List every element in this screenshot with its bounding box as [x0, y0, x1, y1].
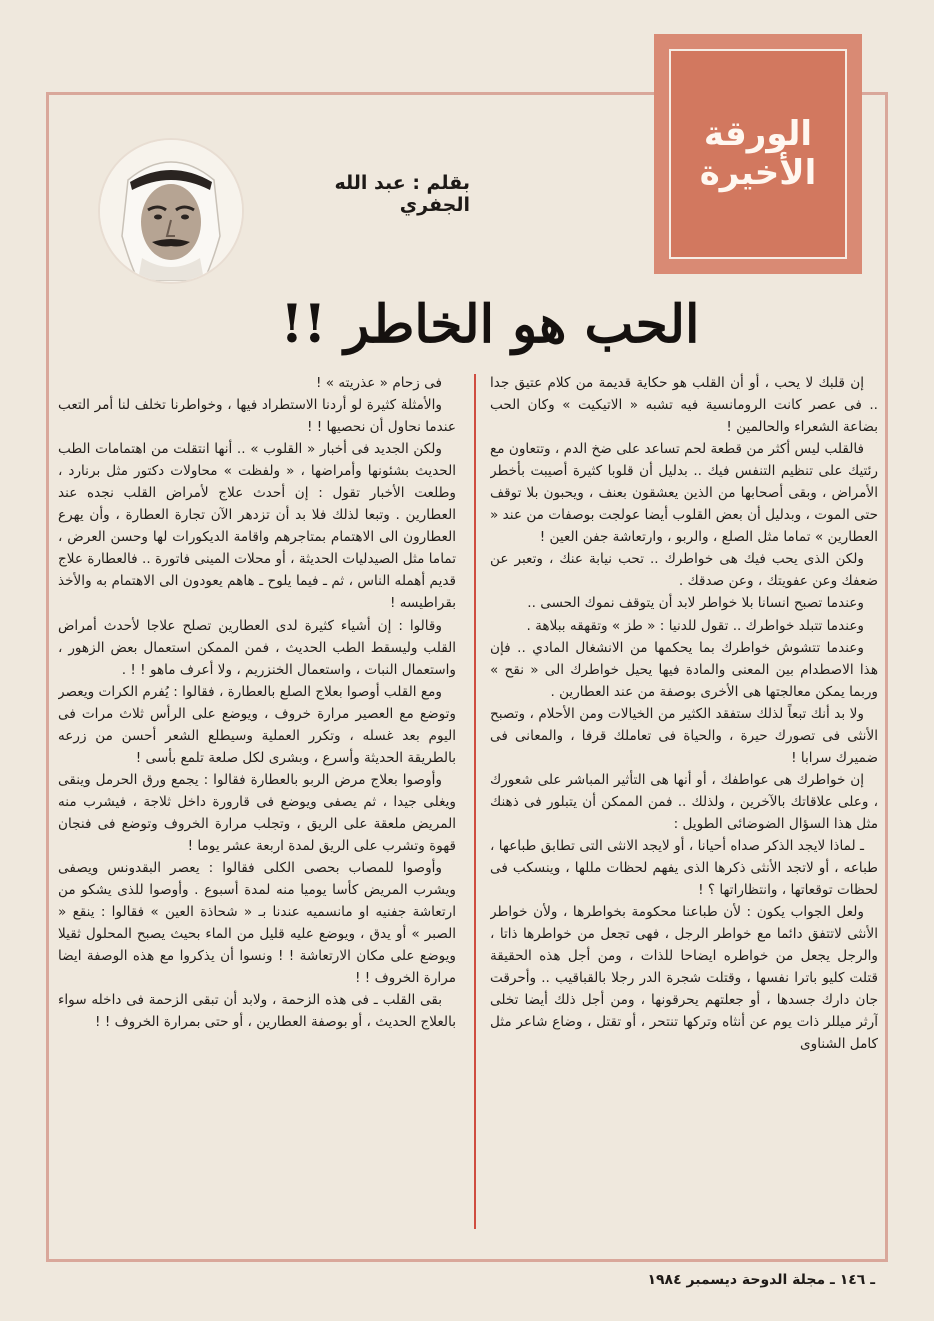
paragraph: إن خواطرك هى عواطفك ، أو أنها هى التأثير المباشر على شعورك ، وعلى علاقاتك بالآخرين ، ولذلك .. فمن الممكن أن يتبلور فى ذهنك مثل هذا السؤال الضوضائى الطويل : [490, 771, 878, 832]
paragraph: وعندما تصبح انسانا بلا خواطر لابد أن يتوقف نموك الحسى .. [527, 595, 864, 612]
article-title: الحب هو الخاطر !! [280, 294, 700, 355]
paragraph: ولعل الجواب يكون : لأن طباعنا محكومة بخواطرها ، ولأن خواطر الأنثى لاتتفق دائما مع خواطر الرجل ، فهى تجعل من خواطرها ذاتا ، والرجل يجعل من خواطره ايضاحا للذات ، ومن أجل هذه الحقيقة قتلت كليو باترا نفسها ، وقتلت شجرة الدر رجلا بالقباقيب .. وأحرقت جان دارك جسدها ، أو جعلتهم يحرقونها ، ومن أجل ذلك أيضا تخلى آرثر ميللر ذات يوم عن أنثاه وتركها تنتحر ، أو تقتل ، وضاع شاعر مثل كامل الشناوى [490, 904, 878, 1053]
paragraph: وعندما تتشوش خواطرك بما يحكمها من الانشغال المادي .. فإن هذا الاصطدام بين المعنى والمادة فيها يحيل خواطرك الى « نقح » وربما يمكن معالجتها هى الأخرى بوصفة من عند العطارين . [490, 639, 878, 700]
section-title-line2: الأخيرة [699, 153, 817, 193]
column-left [58, 372, 456, 1232]
section-title-line1: الورقة [703, 113, 813, 154]
paragraph: ولكن الذى يحب فيك هى خواطرك .. تحب نيابة عنك ، وتعبر عن ضعفك وعن عفويتك ، وعن صدقك . [490, 551, 878, 590]
column-right [490, 372, 878, 1232]
article-body [58, 372, 878, 1232]
author-byline: بقلم : عبد الله الجفري [334, 172, 470, 216]
paragraph: فالقلب ليس أكثر من قطعة لحم تساعد على ضخ الدم ، وتتعاون مع رئتيك على تنظيم التنفس فيك .. بدليل أن قلوبا كثيرة أصيبت بأخطر الأمراض ، وبقى أصحابها من الذين يعشقون بعنف ، ويحبون بلا توقف حتى الموت ، وبدليل أن بعض القلوب أيضا عولجت بوصفات من عند « العطارين » تماما مثل الصلع ، والربو ، وارتعاشة جفن العين ! [490, 441, 878, 546]
author-portrait-image [100, 140, 242, 282]
page-footer: ـ ١٤٦ ـ مجلة الدوحة ديسمبر ١٩٨٤ [647, 1272, 875, 1288]
section-badge [654, 34, 862, 274]
author-portrait [98, 138, 244, 284]
paragraph: ومع القلب أوصوا بعلاج الصلع بالعطارة ، فقالوا : يُفرم الكرات ويعصر وتوضع مع العصير مرارة خروف ، ويوضع على الرأس ثلاث مرات فى اليوم بعد غسله ، وتكرر العملية وسيطلع الشعر أحسن من زرعه بالطريقة الحديثة وأسرع ، وبشرى لكل صلعة تلمع بأسى ! [58, 683, 456, 766]
paragraph: وقالوا : إن أشياء كثيرة لدى العطارين تصلح علاجا لأحدث أمراض القلب وليسقط الطب الحديث ، فمن الممكن استعمال بعض الزهور ، واستعمال النبات ، واستعمال الخنزريم ، ولا أعرف ماهو ! ! . [58, 617, 456, 678]
paragraph: ولكن الجديد فى أخبار « القلوب » .. أنها انتقلت من اهتمامات الطب الحديث بشئونها وأمراضها ، « ولفظت » محاولات دكتور مثل برنارد ، وطلعت الأخبار تقول : إن أحدث علاج لأمراض القلب نجده عند العطارين . وتبعا لذلك فلا بد أن تزدهر الآن تجارة العطارة ، وأن يهرع العطارون الى الاهتمام بمتاجرهم واقامة الديكورات لها وحسن العرض ، تماما مثل الصيدليات الحديثة ، أو محلات المينى فاتورة .. فالعطارة علاج قديم أهمله الناس ، ثم ـ فيما يلوح ـ هاهم يعودون الى الاهتمام به والأخذ بقراطيسه ! [58, 441, 456, 612]
paragraph: وأوصوا للمصاب بحصى الكلى فقالوا : يعصر البقدونس ويصفى ويشرب المريض كأسا يوميا منه لمدة أسبوع . وأوصوا للذى يشكو من ارتعاشة جفنيه او مانسميه عندنا بـ « شحاذة العين » فقالوا : ينقع « الصبر » أو يدق ، ويوضع عليه قليل من الماء بحيث يصبح المحلول ثقيلا ويوضع على مكان الارتعاشة ! ! ونسوا أن يذكروا مع هذه الوصفة ايضا مرارة الخروف ! ! [58, 860, 456, 987]
paragraph: وعندما تتبلد خواطرك .. تقول للدنيا : « طز » وتقهقه ببلاهة . [526, 617, 864, 634]
paragraph: ـ لماذا لايجد الذكر صداه أحيانا ، أو لايجد الانثى التى تطابق طباعها ، طباعه ، أو لاتجد الأنثى ذكرها الذى يفهم لحظات مللها ، وينسكب فى لحظات توقعاتها ، وانتظاراتها ؟ ! [490, 837, 878, 899]
paragraph: ولا بد أنك تبعاً لذلك ستفقد الكثير من الخيالات ومن الأحلام ، وتصبح الأنثى فى تصورك حيرة ، والحياة فى تعاملك قرفا ، والمعانى فى ضميرك سرابا ! [490, 705, 878, 766]
section-badge-inner [669, 49, 847, 259]
column-divider [474, 374, 476, 1229]
paragraph: والأمثلة كثيرة لو أردنا الاستطراد فيها ، وخواطرنا تخلف لنا أمر التعب عندما نحاول أن نحصيها ! ! [58, 397, 456, 436]
paragraph: فى زحام « عذريته » ! [315, 375, 442, 391]
paragraph: إن قلبك لا يحب ، أو أن القلب هو حكاية قديمة من كلام عتيق جدا .. فى عصر كانت الرومانسية فيه تشبه « الاتيكيت » وكان الحب بضاعة الشعراء والحالمين ! [490, 375, 878, 436]
paragraph: وأوصوا بعلاج مرض الربو بالعطارة فقالوا : يجمع ورق الحرمل وينقى ويغلى جيدا ، ثم يصفى ويوضع فى قارورة داخل ثلاجة ، فيشرب منه المريض ملعقة على الريق ، وتجلب مرارة الخروف وتوضع فى فنجان قهوة وتشرب على الريق لمدة اربعة عشر يوما ! [58, 771, 456, 854]
paragraph: بقى القلب ـ فى هذه الزحمة ، ولابد أن تبقى الزحمة فى داخله سواء بالعلاج الحديث ، أو بوصفة العطارين ، أو حتى بمرارة الخروف ! ! [58, 992, 456, 1031]
